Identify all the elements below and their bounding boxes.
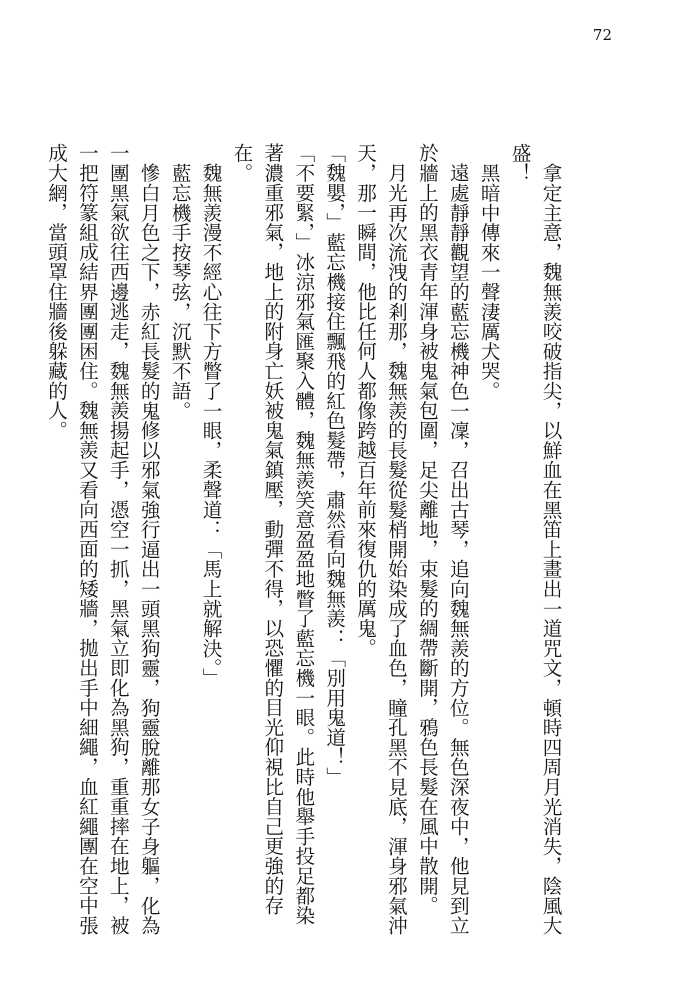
paragraph-6: 「不要緊，」冰涼邪氣匯聚入體，魏無羨笑意盈盈地瞥了藍忘機一眼。此時他舉手投足都染著濃重邪氣，地上的附身亡妖被鬼氣鎮壓，動彈不得，以恐懼的目光仰視比自己更強的存在。 [229, 143, 315, 926]
paragraph-9: 慘白月色之下，赤紅長髮的鬼修以邪氣強行逼出一頭黑狗靈，狗靈脫離那女子身軀，化為一團黑氣欲往西邊逃走，魏無羨揚起手，憑空一抓，黑氣立即化為黑狗，重重摔在地上，被一把符篆組成結界團團困住。魏無羨又看向西面的矮牆，拋出手中細繩，血紅繩團在空中張成大網，當頭罩住牆後躲藏的人。 [44, 143, 161, 935]
paragraph-7: 魏無羨漫不經心往下方瞥了一眼，柔聲道：「馬上就解決。」 [199, 162, 223, 688]
paragraph-3: 遠處靜靜觀望的藍忘機神色一凜，召出古琴，追向魏無羨的方位。無色深夜中，他見到立於牆上的黑衣青年渾身被鬼氣包圍，足尖離地，束髮的綢帶斷開，鴉色長髮在風中散開。 [415, 143, 470, 935]
page-number: 72 [592, 26, 612, 44]
paragraph-8: 藍忘機手按琴弦，沉默不語。 [168, 162, 192, 420]
paragraph-1: 拿定主意，魏無羨咬破指尖，以鮮血在黑笛上畫出一道咒文，頓時四周月光消失，陰風大盛！ [508, 143, 562, 935]
vertical-text-body [44, 143, 565, 943]
paragraph-4: 月光再次流洩的剎那，魏無羨的長髮從髮梢開始染成了血色，瞳孔黑不見底，渾身邪氣沖天，那一瞬間，他比任何人都像跨越百年前來復仇的厲鬼。 [353, 143, 408, 935]
paragraph-2: 黑暗中傳來一聲淒厲犬哭。 [477, 162, 501, 401]
paragraph-5: 「魏嬰，」藍忘機接住飄飛的紅色髮帶，肅然看向魏無羨：「別用鬼道！」 [322, 143, 346, 787]
